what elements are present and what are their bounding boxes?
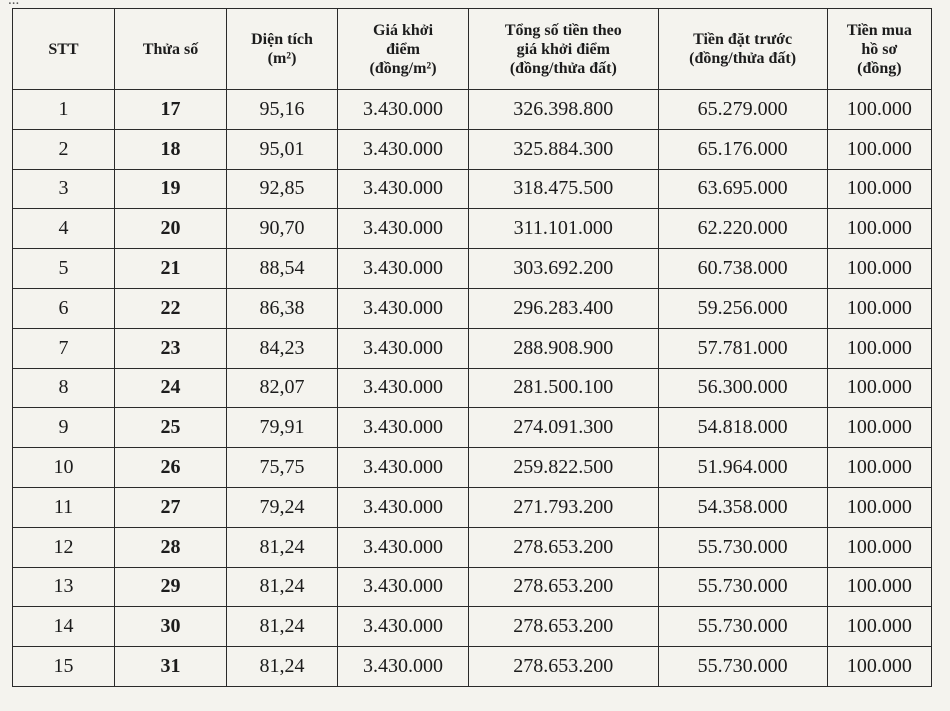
cell-area: 88,54	[227, 249, 338, 289]
header-stt: STT	[13, 9, 115, 90]
cell-total-amount: 281.500.100	[469, 368, 658, 408]
cell-total-amount: 259.822.500	[469, 448, 658, 488]
cell-area: 75,75	[227, 448, 338, 488]
cell-stt: 8	[13, 368, 115, 408]
cell-dossier-fee: 100.000	[827, 288, 931, 328]
table-row	[13, 249, 932, 289]
cell-starting-price: 3.430.000	[337, 647, 468, 687]
cell-deposit: 54.818.000	[658, 408, 827, 448]
table-row	[13, 90, 932, 130]
cell-stt: 3	[13, 169, 115, 209]
cell-area: 81,24	[227, 647, 338, 687]
cell-lot-number: 20	[114, 209, 226, 249]
cell-total-amount: 318.475.500	[469, 169, 658, 209]
cell-lot-number: 25	[114, 408, 226, 448]
cell-area: 90,70	[227, 209, 338, 249]
cell-total-amount: 325.884.300	[469, 129, 658, 169]
cropped-header-text	[0, 0, 950, 6]
table-header-row	[13, 9, 932, 90]
cell-starting-price: 3.430.000	[337, 169, 468, 209]
header-deposit: Tiền đặt trước (đồng/thửa đất)	[658, 9, 827, 90]
cell-area: 81,24	[227, 567, 338, 607]
cell-deposit: 57.781.000	[658, 328, 827, 368]
cell-dossier-fee: 100.000	[827, 647, 931, 687]
table-row	[13, 368, 932, 408]
table-row	[13, 328, 932, 368]
cell-lot-number: 18	[114, 129, 226, 169]
cell-area: 79,91	[227, 408, 338, 448]
cell-deposit: 59.256.000	[658, 288, 827, 328]
cell-deposit: 65.176.000	[658, 129, 827, 169]
cell-area: 86,38	[227, 288, 338, 328]
cell-deposit: 60.738.000	[658, 249, 827, 289]
table-row	[13, 288, 932, 328]
cell-area: 92,85	[227, 169, 338, 209]
cell-dossier-fee: 100.000	[827, 487, 931, 527]
cell-total-amount: 278.653.200	[469, 527, 658, 567]
cell-total-amount: 278.653.200	[469, 647, 658, 687]
cell-starting-price: 3.430.000	[337, 408, 468, 448]
cell-stt: 14	[13, 607, 115, 647]
cell-stt: 10	[13, 448, 115, 488]
cell-total-amount: 288.908.900	[469, 328, 658, 368]
cell-starting-price: 3.430.000	[337, 368, 468, 408]
table-row	[13, 607, 932, 647]
table-row	[13, 647, 932, 687]
cell-dossier-fee: 100.000	[827, 567, 931, 607]
cell-lot-number: 30	[114, 607, 226, 647]
cell-stt: 2	[13, 129, 115, 169]
cell-area: 84,23	[227, 328, 338, 368]
cell-starting-price: 3.430.000	[337, 527, 468, 567]
cell-deposit: 51.964.000	[658, 448, 827, 488]
cell-deposit: 55.730.000	[658, 527, 827, 567]
cell-stt: 7	[13, 328, 115, 368]
cell-lot-number: 29	[114, 567, 226, 607]
cell-lot-number: 31	[114, 647, 226, 687]
cell-dossier-fee: 100.000	[827, 607, 931, 647]
cell-starting-price: 3.430.000	[337, 607, 468, 647]
cell-dossier-fee: 100.000	[827, 527, 931, 567]
cell-total-amount: 326.398.800	[469, 90, 658, 130]
cell-deposit: 56.300.000	[658, 368, 827, 408]
cell-lot-number: 22	[114, 288, 226, 328]
header-total-amount: Tổng số tiền theo giá khởi điểm (đồng/thửa đất)	[469, 9, 658, 90]
cell-starting-price: 3.430.000	[337, 567, 468, 607]
cell-area: 79,24	[227, 487, 338, 527]
cell-lot-number: 17	[114, 90, 226, 130]
cell-lot-number: 28	[114, 527, 226, 567]
cell-stt: 13	[13, 567, 115, 607]
cell-deposit: 62.220.000	[658, 209, 827, 249]
cell-dossier-fee: 100.000	[827, 249, 931, 289]
cell-dossier-fee: 100.000	[827, 408, 931, 448]
cell-lot-number: 23	[114, 328, 226, 368]
header-starting-price: Giá khởi điểm (đồng/m²)	[337, 9, 468, 90]
cell-total-amount: 311.101.000	[469, 209, 658, 249]
cell-stt: 9	[13, 408, 115, 448]
cell-deposit: 55.730.000	[658, 567, 827, 607]
table-row	[13, 169, 932, 209]
cell-dossier-fee: 100.000	[827, 90, 931, 130]
cell-area: 81,24	[227, 607, 338, 647]
cell-area: 81,24	[227, 527, 338, 567]
cell-starting-price: 3.430.000	[337, 448, 468, 488]
table-row	[13, 487, 932, 527]
cell-deposit: 63.695.000	[658, 169, 827, 209]
cell-total-amount: 303.692.200	[469, 249, 658, 289]
cell-area: 82,07	[227, 368, 338, 408]
land-auction-table	[12, 8, 932, 687]
cell-lot-number: 19	[114, 169, 226, 209]
cell-lot-number: 26	[114, 448, 226, 488]
cell-starting-price: 3.430.000	[337, 328, 468, 368]
table-row	[13, 408, 932, 448]
cell-total-amount: 278.653.200	[469, 567, 658, 607]
cell-starting-price: 3.430.000	[337, 90, 468, 130]
cell-area: 95,16	[227, 90, 338, 130]
cell-lot-number: 21	[114, 249, 226, 289]
cell-total-amount: 274.091.300	[469, 408, 658, 448]
cell-stt: 5	[13, 249, 115, 289]
table-row	[13, 448, 932, 488]
cell-starting-price: 3.430.000	[337, 288, 468, 328]
cell-deposit: 55.730.000	[658, 647, 827, 687]
cell-starting-price: 3.430.000	[337, 209, 468, 249]
table-row	[13, 567, 932, 607]
cell-starting-price: 3.430.000	[337, 487, 468, 527]
cell-lot-number: 27	[114, 487, 226, 527]
cell-dossier-fee: 100.000	[827, 129, 931, 169]
table-row	[13, 209, 932, 249]
cell-starting-price: 3.430.000	[337, 129, 468, 169]
table-row	[13, 129, 932, 169]
cell-dossier-fee: 100.000	[827, 169, 931, 209]
header-area: Diện tích (m²)	[227, 9, 338, 90]
cell-stt: 15	[13, 647, 115, 687]
cell-total-amount: 296.283.400	[469, 288, 658, 328]
table-body	[13, 90, 932, 687]
cell-stt: 1	[13, 90, 115, 130]
cell-deposit: 65.279.000	[658, 90, 827, 130]
cell-dossier-fee: 100.000	[827, 209, 931, 249]
cell-starting-price: 3.430.000	[337, 249, 468, 289]
cell-total-amount: 271.793.200	[469, 487, 658, 527]
cell-deposit: 55.730.000	[658, 607, 827, 647]
cell-stt: 11	[13, 487, 115, 527]
cell-stt: 6	[13, 288, 115, 328]
header-lot-number: Thửa số	[114, 9, 226, 90]
cell-area: 95,01	[227, 129, 338, 169]
table-row	[13, 527, 932, 567]
cell-dossier-fee: 100.000	[827, 448, 931, 488]
cell-total-amount: 278.653.200	[469, 607, 658, 647]
cell-dossier-fee: 100.000	[827, 368, 931, 408]
cell-stt: 4	[13, 209, 115, 249]
cell-dossier-fee: 100.000	[827, 328, 931, 368]
cell-deposit: 54.358.000	[658, 487, 827, 527]
cell-lot-number: 24	[114, 368, 226, 408]
cell-stt: 12	[13, 527, 115, 567]
header-dossier-fee: Tiền mua hồ sơ (đồng)	[827, 9, 931, 90]
